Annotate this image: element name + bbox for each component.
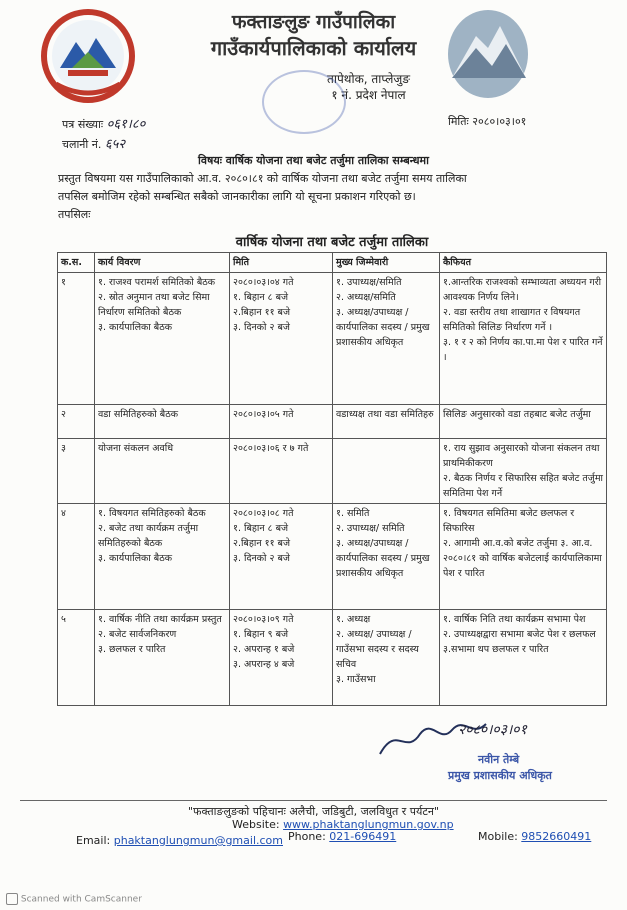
row-remarks <box>440 405 607 439</box>
row-sn: ५ <box>58 610 95 706</box>
row-date-line: २०८०।०३।०८ गते <box>233 508 294 519</box>
phone-label: Phone: <box>288 830 326 843</box>
office-name: गाउँकार्यपालिकाको कार्यालय <box>210 36 417 60</box>
camscanner-icon <box>6 893 18 905</box>
dispatch-number <box>62 134 125 152</box>
camscanner-label: Scanned with CamScanner <box>20 894 142 905</box>
row-work-line: २. बजेट तथा कार्यक्रम तर्जुमा समितिहरुको बैठक <box>98 523 199 549</box>
website-link[interactable]: www.phaktanglungmun.gov.np <box>283 818 454 831</box>
row-date <box>230 405 333 439</box>
table-row <box>58 439 607 504</box>
dispatch-value: ६५२ <box>104 137 126 152</box>
dispatch-label: चलानी नं. <box>62 138 102 151</box>
row-date-line: २०८०।०३।०४ गते <box>233 277 294 288</box>
row-date-line: २.बिहान ११ बजे <box>233 307 291 318</box>
row-work-line: ३. छलफल र पारित <box>98 644 166 655</box>
table-title: वार्षिक योजना तथा बजेट तर्जुमा तालिका <box>235 235 429 250</box>
row-responsibility-line: २. अध्यक्ष/समिति <box>336 292 396 303</box>
row-date <box>230 439 333 504</box>
footer-mobile <box>478 830 591 843</box>
row-remarks-line: १.आन्तरिक राजश्वको सम्भाव्यता अध्ययन गरी आवश्यक निर्णय लिने। <box>443 277 602 303</box>
ref-value: ०६१।८० <box>106 117 146 132</box>
table-row <box>58 405 607 439</box>
row-responsibility-line: २. अध्यक्ष/ उपाध्यक्ष / गाउँसभा सदस्य र सदस्य सचिव <box>336 629 419 670</box>
row-sn: १ <box>58 273 95 405</box>
col-remarks: कैफियत <box>440 253 607 273</box>
row-remarks-line: १. वार्षिक निति तथा कार्यक्रम सभामा पेश <box>443 614 586 625</box>
ref-label: पत्र संख्याः <box>62 118 104 131</box>
row-remarks-line: ३. १ र २ को निर्णय का.पा.मा पेश र पारित गर्ने । <box>443 337 603 363</box>
row-remarks <box>440 273 607 405</box>
province-name: १ नं. प्रदेश नेपाल <box>331 88 406 102</box>
row-responsibility-line: ३. अध्यक्ष/उपाध्यक्ष / कार्यपालिका सदस्य / प्रमुख प्रशासकीय अधिकृत <box>336 538 430 579</box>
row-date-line: २०८०।०३।०६ र ७ गते <box>233 443 309 454</box>
row-remarks-line: १. राय सुझाव अनुसारको योजना संकलन तथा प्राथमिकीकरण <box>443 443 600 469</box>
col-work: कार्य विवरण <box>95 253 230 273</box>
email-link[interactable]: phaktanglungmun@gmail.com <box>113 834 283 847</box>
row-work-line: योजना संकलन अवधि <box>98 443 174 454</box>
phone-link[interactable]: 021-696491 <box>329 830 397 843</box>
row-work-line: २. स्रोत अनुमान तथा बजेट सिमा निर्धारण समितिको बैठक <box>98 292 210 318</box>
row-remarks-line: २. बैठक निर्णय र सिफारिस सहित बजेट तर्जुमा समितिमा पेश गर्ने <box>443 473 603 499</box>
municipality-name: फक्ताङलुङ गाउँपालिका <box>231 11 396 33</box>
row-responsibility-line: ३. अध्यक्ष/उपाध्यक्ष / कार्यपालिका सदस्य / प्रमुख प्रशासकीय अधिकृत <box>336 307 430 348</box>
table-row <box>58 273 607 405</box>
footer-email <box>76 834 283 847</box>
row-responsibility-line: वडाध्यक्ष तथा वडा समितिहरु <box>336 409 434 420</box>
row-responsibility-line: २. उपाध्यक्ष/ समिति <box>336 523 405 534</box>
office-stamp <box>262 70 346 134</box>
body-line-1: प्रस्तुत विषयमा यस गाउँपालिकाको आ.व. २०८०।८१ को वार्षिक योजना तथा बजेट तर्जुमा समय तालिका <box>58 172 467 185</box>
row-sn: ४ <box>58 504 95 610</box>
row-work-line: १. विषयगत समितिहरुको बैठक <box>98 508 206 519</box>
row-work <box>95 439 230 504</box>
row-date <box>230 273 333 405</box>
body-line-2: तपसिल बमोजिम रहेको सम्बन्धित सबैको जानकारीका लागि यो सूचना प्रकाशन गरिएको छ। <box>58 190 416 203</box>
row-date-line: ३. अपरान्ह ४ बजे <box>233 659 295 670</box>
row-remarks-line: २. आगामी आ.व.को बजेट तर्जुमा ३. आ.व. २०८०।८१ को वार्षिक बजेटलाई कार्यपालिकामा पेश र पारित <box>443 538 602 579</box>
row-work-line: ३. कार्यपालिका बैठक <box>98 553 173 564</box>
schedule-table <box>57 252 607 706</box>
office-address: तापेथोक, ताप्लेजुङ <box>327 72 410 86</box>
row-work <box>95 273 230 405</box>
website-label: Website: <box>232 818 280 831</box>
row-responsibility <box>333 504 440 610</box>
row-remarks-line: २. उपाध्यक्षद्वारा सभामा बजेट पेश र छलफल <box>443 629 596 640</box>
col-responsibility: मुख्य जिम्मेवारी <box>333 253 440 273</box>
row-responsibility <box>333 439 440 504</box>
row-responsibility <box>333 610 440 706</box>
row-remarks-line: २. वडा स्तरीय तथा शाखागत र विषयगत समितिको सिलिङ निर्धारण गर्ने । <box>443 307 581 333</box>
row-remarks <box>440 439 607 504</box>
row-date-line: २०८०।०३।०९ गते <box>233 614 294 625</box>
row-work-line: १. वार्षिक नीति तथा कार्यक्रम प्रस्तुत <box>98 614 222 625</box>
row-responsibility <box>333 273 440 405</box>
col-date: मिति <box>230 253 333 273</box>
table-row <box>58 504 607 610</box>
row-work-line: १. राजश्व परामर्श समितिको बैठक <box>98 277 216 288</box>
row-date <box>230 504 333 610</box>
row-work <box>95 504 230 610</box>
email-label: Email: <box>76 834 111 847</box>
row-sn: २ <box>58 405 95 439</box>
row-date-line: १. बिहान ८ बजे <box>233 523 289 534</box>
row-remarks-line: १. विषयगत समितिमा बजेट छलफल र सिफारिस <box>443 508 575 534</box>
row-work-line: वडा समितिहरुको बैठक <box>98 409 179 420</box>
body-line-3: तपसिलः <box>58 208 91 221</box>
row-sn: ३ <box>58 439 95 504</box>
date-label: मितिः <box>448 115 469 128</box>
row-remarks-line: ३.सभामा थप छलफल र पारित <box>443 644 549 655</box>
row-work-line: ३. कार्यपालिका बैठक <box>98 322 173 333</box>
row-date-line: २.बिहान ११ बजे <box>233 538 291 549</box>
row-date-line: ३. दिनको २ बजे <box>233 553 290 564</box>
signature-date: २०८०।०३।०१ <box>458 722 527 738</box>
mobile-label: Mobile: <box>478 830 518 843</box>
row-responsibility-line: १. समिति <box>336 508 370 519</box>
row-responsibility-line: १. अध्यक्ष <box>336 614 371 625</box>
footer-phone <box>288 830 396 843</box>
row-work <box>95 405 230 439</box>
footer-tagline: "फक्ताङलुङको पहिचानः अलैची, जडिबुटी, जलविधुत र पर्यटन" <box>187 805 440 818</box>
row-date-line: ३. दिनको २ बजे <box>233 322 290 333</box>
row-remarks <box>440 610 607 706</box>
mobile-link[interactable]: 9852660491 <box>521 830 592 843</box>
row-date-line: १. बिहान ९ बजे <box>233 629 289 640</box>
table-row <box>58 610 607 706</box>
row-remarks-line: सिलिङ अनुसारको वडा तहबाट बजेट तर्जुमा <box>443 409 591 420</box>
row-remarks <box>440 504 607 610</box>
row-responsibility-line: १. उपाध्यक्ष/समिति <box>336 277 402 288</box>
letter-date <box>448 114 526 129</box>
letter-subject: विषयः वार्षिक योजना तथा बजेट तर्जुमा तालिका सम्बन्धमा <box>198 154 429 167</box>
date-value: २०८०।०३।०१ <box>472 115 527 128</box>
row-date-line: १. बिहान ८ बजे <box>233 292 289 303</box>
signatory-title: प्रमुख प्रशासकीय अधिकृत <box>448 769 552 782</box>
row-date-line: २. अपरान्ह १ बजे <box>233 644 295 655</box>
table-header-row <box>58 253 607 273</box>
footer-divider <box>20 800 607 801</box>
row-date-line: २०८०।०३।०५ गते <box>233 409 294 420</box>
row-responsibility-line: ३. गाउँसभा <box>336 674 376 685</box>
camscanner-watermark <box>6 893 142 905</box>
signatory-name: नवीन तेम्बे <box>478 753 520 766</box>
ref-number <box>62 114 145 132</box>
row-work-line: २. बजेट सार्वजनिकरण <box>98 629 177 640</box>
col-sn: क.स. <box>58 253 95 273</box>
row-date <box>230 610 333 706</box>
row-responsibility <box>333 405 440 439</box>
row-work <box>95 610 230 706</box>
